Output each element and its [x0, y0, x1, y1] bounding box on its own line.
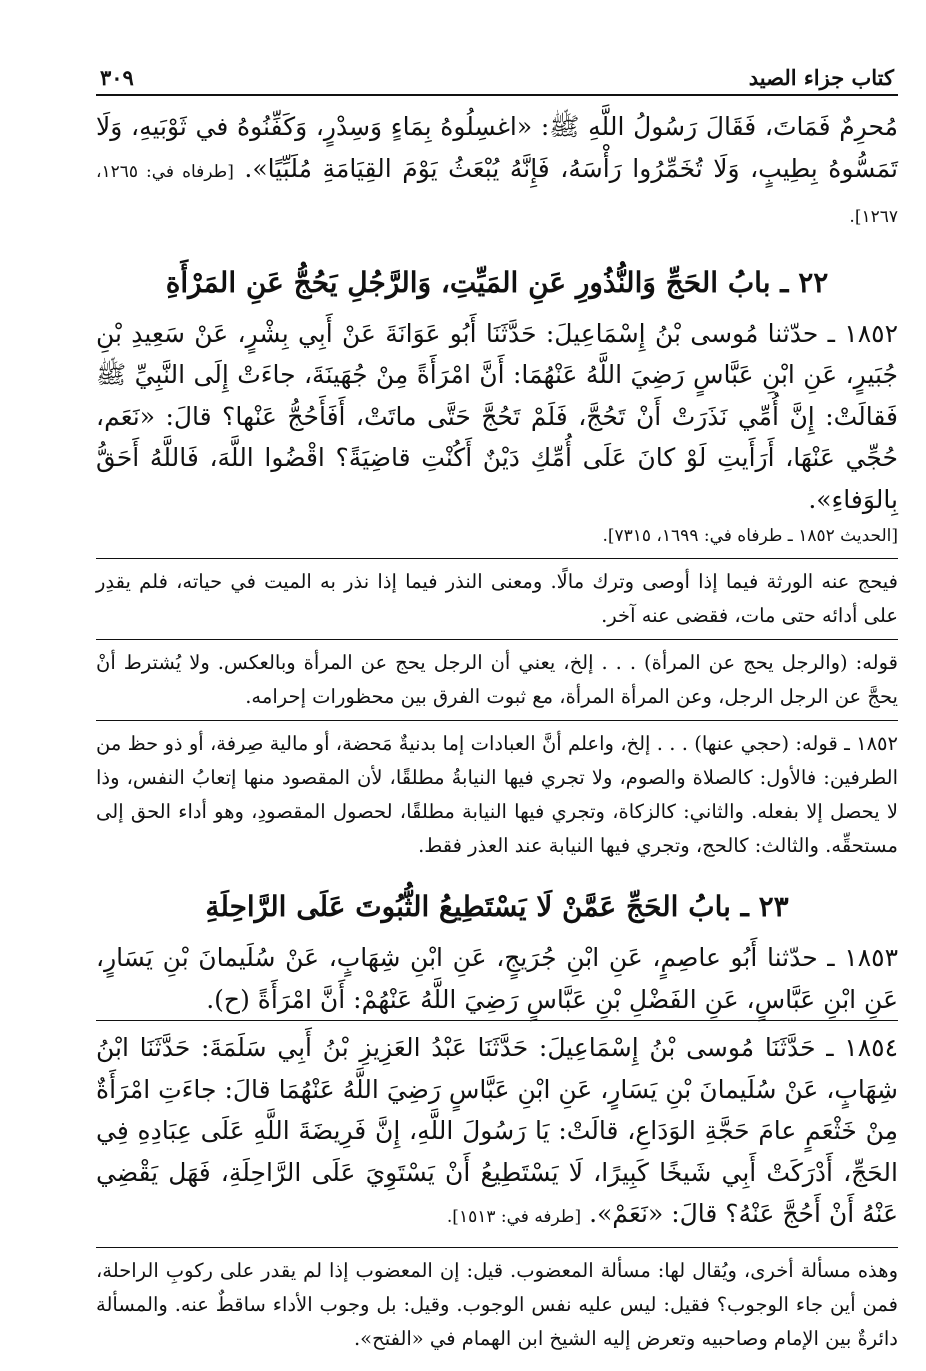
- hadith-1854: [96, 1027, 898, 1239]
- hadith-1852-reference: [الحديث ١٨٥٢ ـ طرفاه في: ١٦٩٩، ٧٣١٥].: [602, 526, 898, 546]
- commentary-paragraph: فيحج عنه الورثة فيما إذا أوصى وترك مالًا. ومعنى النذر فيما إذا نذر به الميت في حياته، فلم يقدِر على أدائه حتى مات، فقضى عنه آخر.: [96, 570, 898, 627]
- hadith-1852: ١٨٥٢ ـ حدّثنا مُوسى بْنُ إِسْمَاعِيلَ: حَدَّثَنَا أَبُو عَوَانَةَ عَنْ أَبِي بِشْرٍ، عَنْ سَعِيدِ بْنِ جُبَيرٍ، عَنِ ابْنِ عَبَّاسٍ رَضِيَ اللَّهُ عَنْهُمَا: أَنَّ امْرَأَةً مِنْ جُهَينَةَ، جاءَتْ إِلَى النَّبِيِّ ﷺ فَقالَتْ: إِنَّ أُمِّي نَذَرَتْ أَنْ تَحُجَّ، فَلَمْ تَحُجَّ حَتَّى ماتَتْ، أَفَأَحُجُّ عَنْها؟ قالَ: «نَعَم، حُجِّي عَنْهَا، أَرَأَيتِ لَوْ كانَ عَلَى أُمِّكِ دَيْنٌ أَكُنْتِ قاضِيَةً؟ اقْضُوا اللَّهَ، فَاللَّهُ أَحَقُّ بِالوَفاءِ».: [96, 318, 898, 514]
- hadith-cross-reference: [طرفاه في: ١٢٦٥، ١٢٦٧].: [96, 161, 898, 227]
- commentary-paragraph: قوله: (والرجل يحج عن المرأة) . . . إلخ، يعني أن الرجل يحج عن المرأة وبالعكس. ولا يُشترط أنْ يحجَّ عن الرجل الرجل، وعن المرأة المرأة، مع ثبوت الفرق بين محظورات إحرامه.: [96, 651, 898, 708]
- commentary-divider: [96, 639, 898, 640]
- hadith-1854-body: ١٨٥٤ ـ حَدَّثَنَا مُوسى بْنُ إِسْمَاعِيلَ: حَدَّثَنَا عَبْدُ العَزِيزِ بْنُ أَبِي سَلَمَةَ: حَدَّثَنَا ابْنُ شِهَابٍ، عَنْ سُلَيمانَ بْنِ يَسَارٍ، عَنِ ابْنِ عَبَّاسٍ رَضِيَ اللَّهُ عَنْهُمَا قالَ: جاءَتِ امْرَأَةٌ مِنْ خَثْعَمٍ عامَ حَجَّةِ الوَدَاعِ، قالَتْ: يَا رَسُولَ اللَّهِ، إِنَّ فَرِيضَةَ اللَّهِ عَلَى عِبَادِهِ فِي الحَجِّ، أَدْرَكَتْ أَبِي شَيخًا كَبِيرًا، لَا يَسْتَطِيعُ أَنْ يَسْتَوِيَ عَلَى الرَّاحِلَةِ، فَهَل يَقْضِي عَنْهُ أَنْ أَحُجَّ عَنْهُ؟ قالَ: «نَعَمْ».: [96, 1033, 898, 1228]
- page-number: ٣٠٩: [100, 65, 134, 90]
- hadith-1854-reference: [طرفه في: ١٥١٣].: [446, 1207, 582, 1227]
- commentary-divider: [96, 1247, 898, 1248]
- page: [96, 56, 898, 1362]
- hadith-divider: [96, 1020, 898, 1021]
- hadith-body: مُحرِمٌ فَمَاتَ، فَقَالَ رَسُولُ اللَّهِ ﷺ: «اغسِلُوهُ بِمَاءٍ وَسِدْرٍ، وَكَفِّنُوهُ في ثَوْبَيهِ، وَلَا تَمَسُّوهُ بِطِيبٍ، وَلَا تُخَمِّرُوا رَأْسَهُ، فَإِنَّهُ يُبْعَثُ يَوْمَ القِيَامَةِ مُلَبِّيًا».: [96, 112, 898, 183]
- running-head: [96, 56, 898, 96]
- book-title: كتاب جزاء الصيد: [748, 65, 894, 90]
- chapter-heading-23: ٢٣ ـ بابُ الحَجِّ عَمَّنْ لَا يَسْتَطِيعُ الثُّبُوتَ عَلَى الرَّاحِلَةِ: [205, 890, 789, 923]
- commentary-paragraph: ١٨٥٢ ـ قوله: (حجي عنها) . . . إلخ، واعلم أنَّ العبادات إما بدنيةٌ مَحضة، أو مالية صِرفة، أو ذو حظ من الطرفين: فالأول: كالصلاة والصوم، ولا تجري فيها النيابةُ مطلقًا، لأن المقصود منها إتعابُ النفس، وذا لا يحصل إلا بفعله. والثاني: كالزكاة، وتجري فيها النيابة مطلقًا، لحصول المقصودِ، وهو أداء الحق إلى مستحقِّه. والثالث: كالحج، وتجري فيها النيابة عند العذر فقط.: [96, 732, 898, 857]
- hadith-text-continued: [96, 106, 898, 239]
- commentary-divider: [96, 720, 898, 721]
- commentary-divider: [96, 558, 898, 559]
- chapter-heading-22: ٢٢ ـ بابُ الحَجِّ وَالنُّذُورِ عَنِ المَيِّتِ، وَالرَّجُلِ يَحُجُّ عَنِ المَرْأَةِ: [165, 265, 829, 299]
- commentary-paragraph-final: وهذه مسألة أخرى، ويُقال لها: مسألة المعضوب. قيل: إن المعضوب إذا لم يقدر على ركوبِ الراحلة، فمن أين جاء الوجوب؟ فقيل: ليس عليه نفس الوجوب. وقيل: بل وجوب الأداء ساقطٌ عنه. والمسألة دائرةٌ بين الإمام وصاحبيه وتعرض إليه الشيخ ابن الهمام في «الفتح».: [96, 1258, 898, 1350]
- hadith-1853: ١٨٥٣ ـ حدّثنا أَبُو عاصِمٍ، عَنِ ابْنِ جُرَيجٍ، عَنِ ابْنِ شِهَابٍ، عَنْ سُلَيمانَ بْنِ يَسَارٍ، عَنِ ابْنِ عَبَّاسٍ، عَنِ الفَضْلِ بْنِ عَبَّاسٍ رَضِيَ اللَّهُ عَنْهُمْ: أَنَّ امْرَأَةً (ح).: [96, 943, 898, 1014]
